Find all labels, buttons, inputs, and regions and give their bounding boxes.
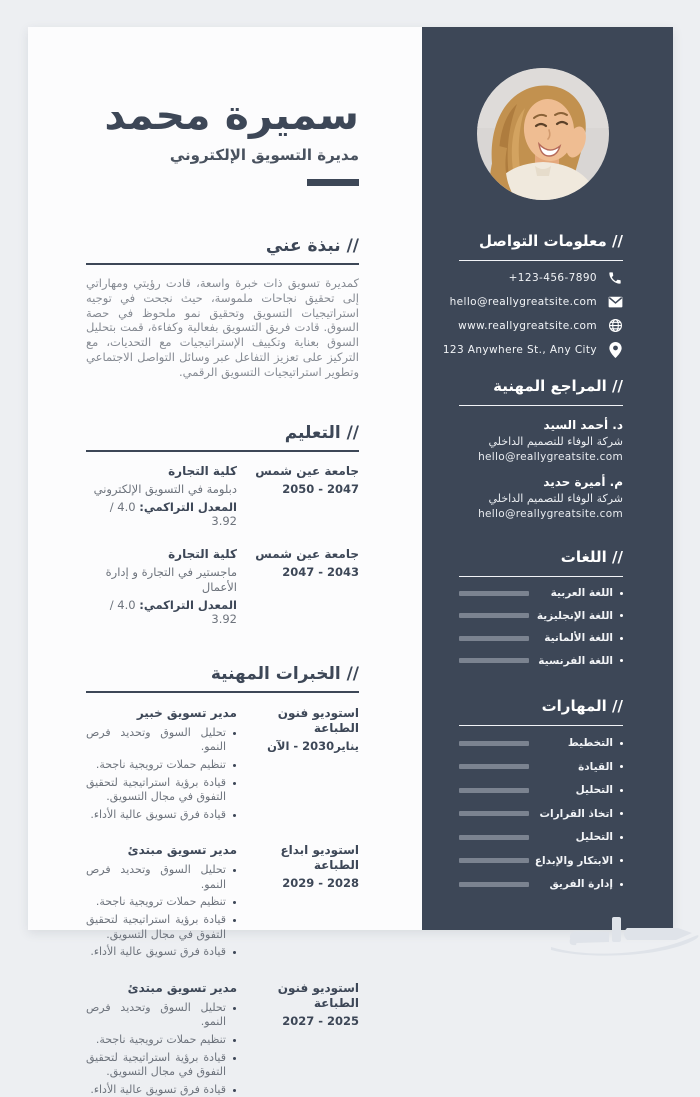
education-item-left [86, 464, 237, 528]
skill-row [459, 737, 623, 750]
language-level-bar [459, 636, 529, 641]
languages-section [459, 548, 623, 667]
experience-item-right [242, 843, 359, 959]
job-role: مدير تسويق مبتدئ [127, 843, 237, 858]
experience-bullet: تنظيم حملات ترويجية ناجحة. [86, 895, 237, 909]
street-address: 123 Anywhere St., Any City [442, 343, 597, 356]
experience-bullets [86, 863, 237, 959]
language-row [459, 587, 623, 600]
university-name: جامعة عين شمس [255, 547, 359, 562]
language-level-bar [459, 591, 529, 596]
education-item [86, 547, 359, 626]
sidebar-divider [459, 260, 623, 261]
globe-icon [607, 318, 623, 334]
company-name: استوديو فنون الطباعة [277, 980, 359, 1010]
main-column [86, 27, 359, 1097]
resume-page [28, 27, 673, 1096]
contact-row-email [449, 294, 623, 309]
job-role: مدير تسويق خبير [136, 706, 237, 721]
university-name: جامعة عين شمس [255, 464, 359, 479]
contact-row-address [442, 342, 623, 357]
skill-label: اتخاذ القرارات [539, 807, 613, 820]
sidebar-divider [459, 576, 623, 577]
experience-item-left [86, 706, 237, 822]
email-address: hello@reallygreatsite.com [449, 295, 597, 308]
education-dates: 2047 - 2050 [282, 482, 359, 497]
company-name: استوديو فنون الطباعة [277, 706, 359, 736]
skill-level-bar [459, 882, 529, 887]
experience-item-right [242, 981, 359, 1097]
sidebar-divider [459, 405, 623, 406]
references-heading: // المراجع المهنية [493, 377, 623, 395]
reference-name: د. أحمد السيد [543, 418, 623, 432]
reference-name: م. أميرة حديد [543, 475, 623, 489]
language-label-group [538, 655, 623, 667]
contact-row-phone [459, 270, 623, 285]
bullet-dot [620, 789, 623, 792]
experience-bullet: تحليل السوق وتحديد فرص النمو. [86, 726, 237, 755]
skill-level-bar [459, 811, 529, 816]
person-job-title: مديرة التسويق الإلكتروني [169, 146, 359, 165]
skill-label: الابتكار والإبداع [534, 854, 613, 867]
language-row [459, 655, 623, 668]
experience-bullet: تنظيم حملات ترويجية ناجحة. [86, 758, 237, 772]
gpa-label: المعدل التراكمي: [139, 500, 237, 515]
experience-dates: يناير2030 - الآن [267, 739, 359, 754]
experience-item [86, 843, 359, 959]
experience-bullet: تحليل السوق وتحديد فرص النمو. [86, 1001, 237, 1030]
skill-row [459, 855, 623, 868]
faculty-name: كلية التجارة [168, 547, 237, 562]
degree-name: ماجستير في التجارة و إدارة الأعمال [105, 565, 237, 595]
language-level-bar [459, 658, 529, 663]
job-role: مدير تسويق مبتدئ [127, 980, 237, 995]
experience-bullets [86, 1001, 237, 1097]
skill-label-group [578, 761, 623, 773]
skill-level-bar [459, 764, 529, 769]
experience-heading: // الخبرات المهنية [210, 664, 359, 685]
sidebar [422, 27, 673, 930]
bullet-dot [620, 883, 623, 886]
skill-level-bar [459, 858, 529, 863]
experience-bullet: قيادة برؤية استراتيجية لتحقيق التفوق في مجال التسويق. [86, 776, 237, 805]
education-heading: // التعليم [284, 423, 359, 444]
sidebar-divider [459, 725, 623, 726]
reference-company: شركة الوفاء للتصميم الداخلي [488, 435, 623, 448]
experience-dates: 2028 - 2029 [282, 876, 359, 891]
education-item-right [242, 547, 359, 626]
language-label: اللغة الألمانية [544, 632, 613, 645]
experience-bullet: قيادة فرق تسويق عالية الأداء. [86, 1083, 237, 1097]
skill-label: التحليل [575, 784, 613, 797]
skill-row [459, 761, 623, 774]
company-name: استوديو ابداع الطباعة [280, 843, 359, 873]
language-label: اللغة العربية [550, 587, 613, 600]
experience-item-left [86, 843, 237, 959]
skill-label: إدارة الفريق [549, 878, 613, 891]
skill-label-group [576, 784, 623, 796]
bullet-dot [620, 742, 623, 745]
bullet-dot [620, 765, 623, 768]
bullet-dot [620, 637, 623, 640]
experience-bullet: قيادة فرق تسويق عالية الأداء. [86, 945, 237, 959]
skill-label: التخطيط [567, 737, 613, 750]
gpa-value: 4.0 / 3.92 [109, 598, 237, 627]
faculty-name: كلية التجارة [168, 464, 237, 479]
bullet-dot [620, 614, 623, 617]
education-dates: 2043 - 2047 [282, 565, 359, 580]
education-section [86, 423, 359, 626]
experience-item-left [86, 981, 237, 1097]
experience-bullet: تحليل السوق وتحديد فرص النمو. [86, 863, 237, 892]
skill-level-bar [459, 788, 529, 793]
person-name: سميرة محمد [104, 91, 359, 139]
about-heading: // نبذة عني [265, 236, 359, 257]
skills-heading: // المهارات [541, 697, 623, 715]
section-divider [86, 263, 359, 265]
contact-row-website [459, 318, 623, 333]
portrait-illustration [477, 68, 609, 200]
skill-label: التحليل [575, 831, 613, 844]
language-label-group [544, 632, 623, 644]
skill-label-group [535, 855, 623, 867]
gpa-line [86, 598, 237, 626]
gpa-value: 4.0 / 3.92 [109, 500, 237, 529]
experience-bullet: قيادة فرق تسويق عالية الأداء. [86, 808, 237, 822]
skill-label: القيادة [578, 760, 613, 773]
bullet-dot [620, 592, 623, 595]
section-divider [86, 450, 359, 452]
skill-row [459, 808, 623, 821]
language-label: اللغة الفرنسية [538, 654, 613, 667]
language-row [459, 610, 623, 623]
skill-row [459, 831, 623, 844]
language-level-bar [459, 613, 529, 618]
skill-label-group [568, 737, 623, 749]
gpa-label: المعدل التراكمي: [139, 598, 237, 613]
skill-label-group [539, 808, 623, 820]
reference-item [459, 475, 623, 520]
language-label-group [537, 610, 623, 622]
experience-bullet: قيادة برؤية استراتيجية لتحقيق التفوق في مجال التسويق. [86, 913, 237, 942]
degree-name: دبلومة في التسويق الإلكتروني [93, 482, 237, 497]
languages-heading: // اللغات [560, 548, 623, 566]
location-pin-icon [607, 342, 623, 358]
language-row [459, 632, 623, 645]
experience-item [86, 981, 359, 1097]
skill-row [459, 784, 623, 797]
skill-label-group [549, 878, 623, 890]
skill-row [459, 878, 623, 891]
reference-email: hello@reallygreatsite.com [478, 508, 623, 520]
reference-company: شركة الوفاء للتصميم الداخلي [488, 492, 623, 505]
skill-label-group [576, 831, 623, 843]
contact-section [442, 232, 623, 357]
accent-bar [307, 179, 359, 186]
experience-bullet: قيادة برؤية استراتيجية لتحقيق التفوق في مجال التسويق. [86, 1051, 237, 1080]
skills-section [459, 697, 623, 891]
contact-heading: // معلومات التواصل [478, 232, 623, 250]
reference-item [459, 418, 623, 463]
education-item-left [86, 547, 237, 626]
bullet-dot [620, 859, 623, 862]
about-section [86, 236, 359, 379]
language-label-group [551, 587, 623, 599]
experience-item [86, 706, 359, 822]
profile-photo [477, 68, 609, 200]
bullet-dot [620, 812, 623, 815]
experience-bullets [86, 726, 237, 822]
experience-item-right [242, 706, 359, 822]
education-item [86, 464, 359, 528]
phone-icon [607, 270, 623, 286]
language-label: اللغة الإنجليزية [536, 609, 613, 622]
bullet-dot [620, 836, 623, 839]
section-divider [86, 691, 359, 693]
skill-level-bar [459, 741, 529, 746]
gpa-line [86, 500, 237, 528]
experience-bullet: تنظيم حملات ترويجية ناجحة. [86, 1033, 237, 1047]
website-url: www.reallygreatsite.com [458, 319, 597, 332]
education-item-right [242, 464, 359, 528]
experience-dates: 2025 - 2027 [282, 1013, 359, 1028]
phone-number: +123-456-7890 [508, 271, 597, 284]
about-text: كمديرة تسويق ذات خبرة واسعة، قادت رؤيتي ومهاراتي إلى تحقيق نجاحات ملموسة، حيث نجحت في توجيه استراتيجيات التسويق وتحقيق نمو ملحوظ في حصة السوق. قادت فريق التسويق بفعالية وكفاءة، قمت بتحليل السوق بعناية وتكييف الإستراتيجيات مع التحديات، مع التركيز على تعزيز التفاعل عبر وسائل التواصل الاجتماعي وتطوير استراتيجيات التسويق الرقمي. [86, 276, 359, 379]
experience-section [86, 664, 359, 1097]
skill-level-bar [459, 835, 529, 840]
references-section [459, 377, 623, 520]
bullet-dot [620, 659, 623, 662]
reference-email: hello@reallygreatsite.com [478, 451, 623, 463]
email-icon [607, 294, 623, 310]
